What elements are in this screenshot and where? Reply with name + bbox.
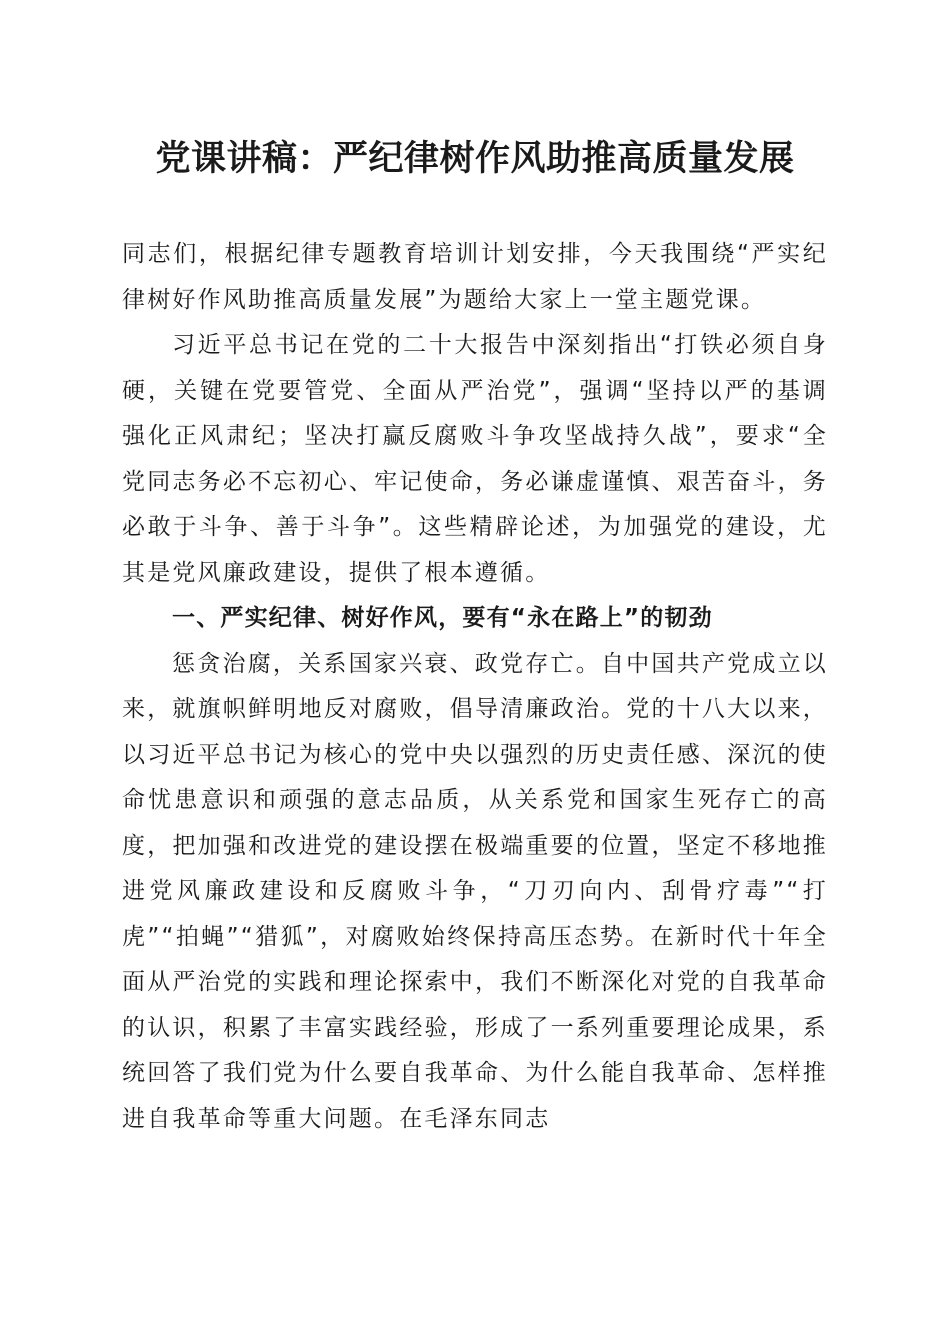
section-heading: 一、严实纪律、树好作风，要有“永在路上”的韧劲	[172, 605, 713, 631]
opening-paragraph: 同志们，根据纪律专题教育培训计划安排，今天我围绕“严实纪律树好作风助推高质量发展”为题给大家上一堂主题党课。	[122, 241, 828, 313]
body-paragraph: 习近平总书记在党的二十大报告中深刻指出“打铁必须自身硬，关键在党要管党、全面从严治党”，强调“坚持以严的基调强化正风肃纪；坚决打赢反腐败斗争攻坚战持久战”，要求“全党同志务必不忘初心、牢记使命，务必谦虚谨慎、艰苦奋斗，务必敢于斗争、善于斗争”。这些精辟论述，为加强党的建设，尤其是党风廉政建设，提供了根本遵循。	[122, 332, 828, 586]
document-title: 党课讲稿：严纪律树作风助推高质量发展	[155, 138, 795, 179]
body-paragraph: 惩贪治腐，关系国家兴衰、政党存亡。自中国共产党成立以来，就旗帜鲜明地反对腐败，倡导清廉政治。党的十八大以来，以习近平总书记为核心的党中央以强烈的历史责任感、深沉的使命忧患意识和顽强的意志品质，从关系党和国家生死存亡的高度，把加强和改进党的建设摆在极端重要的位置，坚定不移地推进党风廉政建设和反腐败斗争，“刀刃向内、刮骨疗毒”“打虎”“拍蝇”“猎狐”，对腐败始终保持高压态势。在新时代十年全面从严治党的实践和理论探索中，我们不断深化对党的自我革命的认识，积累了丰富实践经验，形成了一系列重要理论成果，系统回答了我们党为什么要自我革命、为什么能自我革命、怎样推进自我革命等重大问题。在毛泽东同志	[122, 650, 828, 1132]
document-body	[122, 232, 828, 1142]
